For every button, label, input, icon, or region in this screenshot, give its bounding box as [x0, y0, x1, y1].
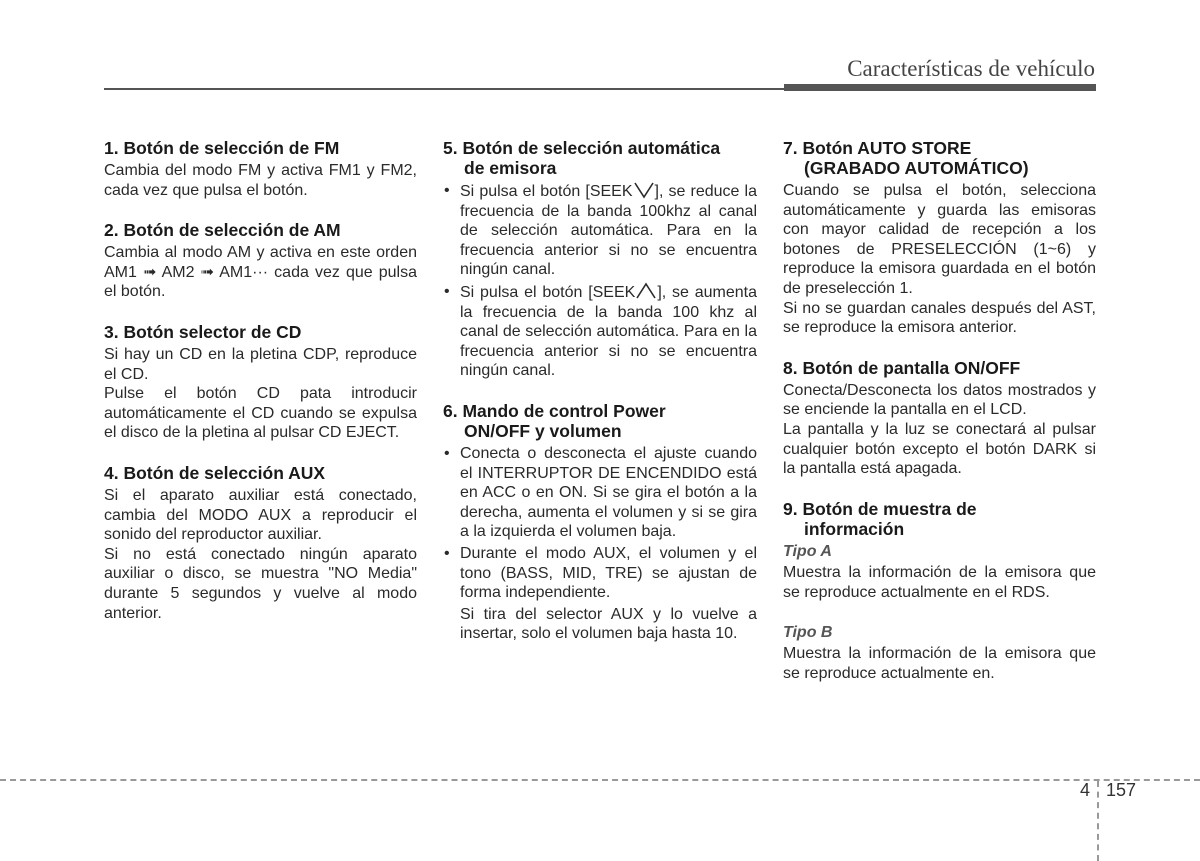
section-body: La pantalla y la luz se conectará al pulsar cualquier botón excepto el botón DARK si la pantalla está apagada. — [783, 420, 1096, 478]
column-2 — [443, 138, 757, 664]
section-title-line2: ON/OFF y volumen — [464, 420, 622, 441]
bullet-icon: • — [444, 182, 450, 199]
section-title-line2: información — [804, 518, 905, 539]
section-cd — [104, 322, 417, 443]
section-title-line1: 6. Mando de control Power — [443, 400, 666, 421]
section-title: 2. Botón de selección de AM — [104, 220, 341, 241]
section-title — [443, 401, 757, 441]
subheading-tipo-a: Tipo A — [783, 542, 832, 560]
section-body: Si hay un CD en la pletina CDP, reproduce el CD. — [104, 345, 417, 383]
page-number: 157 — [1106, 780, 1137, 800]
section-title-line1: 5. Botón de selección automática — [443, 138, 721, 158]
section-body: Cambia del modo FM y activa FM1 y FM2, cada vez que pulsa el botón. — [104, 162, 417, 199]
list-item — [443, 444, 757, 542]
section-aux — [104, 463, 417, 623]
section-seek — [443, 138, 757, 381]
list-item-text: ], se aumenta la frecuencia de la banda 100 khz al canal de selección automática. Para en la frecuencia anterior si no se encuentra ningún canal. — [460, 283, 757, 380]
chevron-down-icon — [633, 181, 655, 199]
section-title: 4. Botón de selección AUX — [104, 462, 326, 483]
section-title-line1: 7. Botón AUTO STORE — [783, 138, 972, 158]
section-body: Cuando se pulsa el botón, selecciona automáticamente y guarda las emisoras con mayor calidad de recepción a los botones de PRESELECCIÓN (1~6) y reproduce la emisora guardada en el botón de preselección 1. — [783, 182, 1096, 297]
chapter-number: 4 — [1080, 780, 1091, 800]
list-item-text: Si pulsa el botón [SEEK — [460, 183, 633, 200]
column-3 — [783, 138, 1096, 703]
section-body: Si no está conectado ningún aparato auxiliar o disco, se muestra "NO Media" durante 5 segundos y vuelve al modo anterior. — [104, 545, 417, 622]
section-auto-store — [783, 138, 1096, 338]
section-body: Cambia al modo AM y activa en este orden AM1 ➟ AM2 ➟ AM1··· cada vez que pulsa el botón. — [104, 244, 417, 301]
column-1 — [104, 138, 417, 643]
page-header-title: Características de vehículo — [847, 56, 1095, 81]
footer-divider — [1097, 781, 1099, 861]
list-item-text: Durante el modo AUX, el volumen y el tono (BASS, MID, TRE) se ajustan de forma independiente. — [460, 544, 757, 602]
footer-rule — [0, 779, 1200, 781]
bullet-icon: • — [444, 544, 450, 562]
list-item — [443, 282, 757, 381]
section-title-line2: de emisora — [464, 158, 557, 178]
section-fm — [104, 138, 417, 200]
bullet-icon: • — [444, 282, 450, 300]
list-item-text: Conecta o desconecta el ajuste cuando el INTERRUPTOR DE ENCENDIDO está en ACC o en ON. Si se gira el botón a la derecha, aumenta el volumen y si se gira a la izquierda el volumen baja. — [460, 444, 757, 541]
bullet-list — [443, 444, 757, 603]
section-title — [443, 138, 757, 178]
header-rule-accent — [784, 84, 1096, 91]
list-item-text: ], se reduce la frecuencia de la banda 100khz al canal de selección automática. Para en la frecuencia anterior si no se encuentra ningún canal. — [460, 183, 758, 279]
section-body: Si tira del selector AUX y lo vuelve a insertar, solo el volumen baja hasta 10. — [460, 605, 757, 643]
section-body: Muestra la información de la emisora que se reproduce actualmente en. — [783, 645, 1096, 682]
header-rule — [104, 88, 784, 90]
section-body: Muestra la información de la emisora que se reproduce actualmente en el RDS. — [783, 564, 1096, 601]
bullet-list — [443, 181, 757, 381]
list-item — [443, 544, 757, 603]
bullet-icon: • — [444, 444, 450, 462]
section-title — [783, 138, 1096, 178]
section-title: 3. Botón selector de CD — [104, 321, 302, 342]
section-title-line1: 9. Botón de muestra de — [783, 498, 977, 519]
subheading-tipo-b: Tipo B — [783, 623, 833, 641]
section-power-volume — [443, 401, 757, 644]
section-body: Pulse el botón CD pata introducir automáticamente el CD cuando se expulsa el disco de la pletina al pulsar CD EJECT. — [104, 385, 417, 442]
section-title: 8. Botón de pantalla ON/OFF — [783, 357, 1021, 378]
section-title — [783, 499, 1096, 539]
chevron-up-icon — [635, 282, 657, 300]
section-title: 1. Botón de selección de FM — [104, 138, 340, 158]
list-item-text: Si pulsa el botón [SEEK — [460, 283, 636, 301]
section-body: Si el aparato auxiliar está conectado, cambia del MODO AUX a reproducir el sonido del reproductor auxiliar. — [104, 486, 417, 544]
section-title-line2: (GRABADO AUTOMÁTICO) — [804, 158, 1029, 178]
section-body: Si no se guardan canales después del AST, se reproduce la emisora anterior. — [783, 299, 1096, 337]
section-display — [783, 358, 1096, 479]
section-info — [783, 499, 1096, 684]
list-item — [443, 181, 757, 280]
section-am — [104, 220, 417, 302]
section-body: Conecta/Desconecta los datos mostrados y se enciende la pantalla en el LCD. — [783, 381, 1096, 419]
